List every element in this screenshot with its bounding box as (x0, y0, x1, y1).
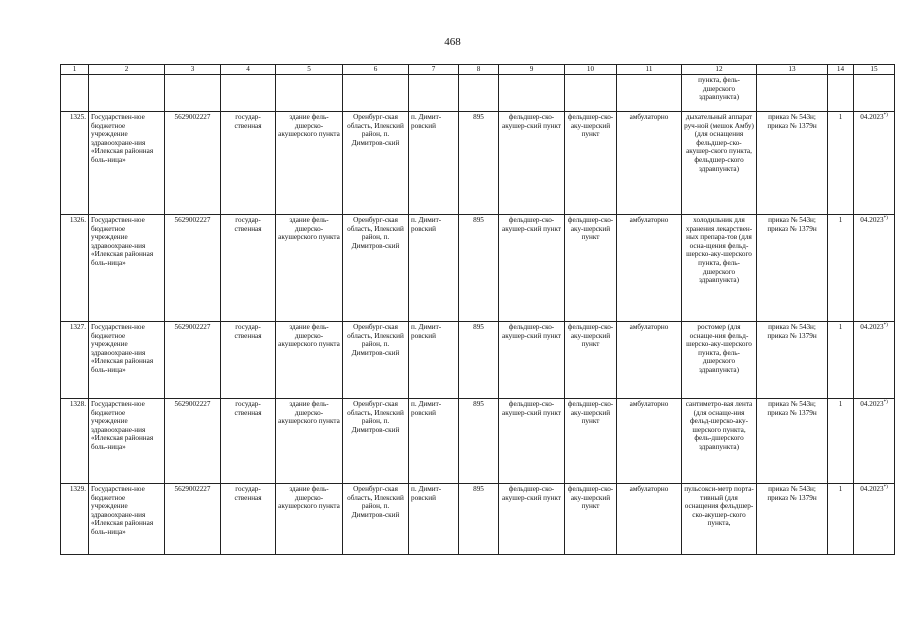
register-table (60, 64, 895, 555)
date-footnote-mark: *) (883, 216, 888, 221)
row-number: 1329. (61, 484, 89, 555)
column-header: 11 (617, 65, 682, 75)
quantity-cell: 1 (828, 322, 854, 399)
column-header: 13 (757, 65, 828, 75)
table-row (61, 215, 895, 322)
row-number: 1326. (61, 215, 89, 322)
subunit-cell: фельдшер-ско-аку-шерский пункт (565, 399, 617, 484)
population-cell: 895 (459, 215, 499, 322)
header-row (61, 65, 895, 75)
date-cell (854, 215, 895, 322)
column-header: 8 (459, 65, 499, 75)
settlement-cell: п. Димит-ровский (409, 322, 459, 399)
row-number: 1328. (61, 399, 89, 484)
unit-cell: фельдшер-ско-акушер-ский пункт (499, 215, 565, 322)
date-footnote-mark: *) (883, 485, 888, 490)
region-cell: Оренбург-ская область, Илекский район, п. Димитров-ский (343, 322, 409, 399)
quantity-cell: 1 (828, 112, 854, 215)
equipment-cell: ростомер (для оснаще-ния фельд-шерско-аку-шерского пункта, фель-дшерского здравпункта) (682, 322, 757, 399)
page-number: 468 (444, 36, 461, 48)
equipment-cell: пункта, фель-дшерского здравпункта) (682, 75, 757, 112)
region-cell: Оренбург-ская область, Илекский район, п. Димитров-ский (343, 484, 409, 555)
unit-cell: фельдшер-ско-акушер-ский пункт (499, 322, 565, 399)
date-value: 04.2023 (860, 323, 884, 331)
column-header: 4 (221, 65, 276, 75)
quantity-cell: 1 (828, 484, 854, 555)
ownership-cell: государ-ственная (221, 215, 276, 322)
table-row (61, 484, 895, 555)
continuation-row (61, 75, 895, 112)
date-value: 04.2023 (860, 113, 884, 121)
order-cell: приказ № 543н; приказ № 1379н (757, 112, 828, 215)
column-header: 9 (499, 65, 565, 75)
row-number: 1327. (61, 322, 89, 399)
inn-cell: 5629002227 (165, 112, 221, 215)
column-header: 6 (343, 65, 409, 75)
ownership-cell: государ-ственная (221, 484, 276, 555)
settlement-cell: п. Димит-ровский (409, 215, 459, 322)
population-cell: 895 (459, 484, 499, 555)
column-header: 12 (682, 65, 757, 75)
unit-cell: фельдшер-ско-акушер-ский пункт (499, 399, 565, 484)
building-cell: здание фель-дшерско-акушерского пункта (276, 215, 343, 322)
column-header: 7 (409, 65, 459, 75)
row-number: 1325. (61, 112, 89, 215)
subunit-cell: фельдшер-ско-аку-шерский пункт (565, 484, 617, 555)
inn-cell: 5629002227 (165, 215, 221, 322)
ownership-cell: государ-ственная (221, 399, 276, 484)
building-cell: здание фель-дшерско-акушерского пункта (276, 112, 343, 215)
region-cell: Оренбург-ская область, Илекский район, п. Димитров-ский (343, 399, 409, 484)
inn-cell: 5629002227 (165, 322, 221, 399)
date-footnote-mark: *) (883, 323, 888, 328)
subunit-cell: фельдшер-ско-аку-шерский пункт (565, 112, 617, 215)
organization-cell: Государствен-ное бюджетное учреждение здравоохране-ния «Илекская районная боль-ница» (89, 484, 165, 555)
quantity-cell: 1 (828, 215, 854, 322)
date-cell (854, 322, 895, 399)
column-header: 2 (89, 65, 165, 75)
care-cell: амбулаторно (617, 484, 682, 555)
order-cell: приказ № 543н; приказ № 1379н (757, 399, 828, 484)
date-cell (854, 112, 895, 215)
region-cell: Оренбург-ская область, Илекский район, п. Димитров-ский (343, 215, 409, 322)
organization-cell: Государствен-ное бюджетное учреждение здравоохране-ния «Илекская районная боль-ница» (89, 322, 165, 399)
ownership-cell: государ-ственная (221, 112, 276, 215)
table-row (61, 112, 895, 215)
column-header: 14 (828, 65, 854, 75)
column-header: 5 (276, 65, 343, 75)
settlement-cell: п. Димит-ровский (409, 112, 459, 215)
population-cell: 895 (459, 112, 499, 215)
settlement-cell: п. Димит-ровский (409, 399, 459, 484)
date-value: 04.2023 (860, 485, 884, 493)
building-cell: здание фель-дшерско-акушерского пункта (276, 484, 343, 555)
organization-cell: Государствен-ное бюджетное учреждение здравоохране-ния «Илекская районная боль-ница» (89, 399, 165, 484)
column-header: 10 (565, 65, 617, 75)
date-value: 04.2023 (860, 216, 884, 224)
equipment-cell: холодильник для хранения лекарствен-ных препара-тов (для осна-щения фельд-шерско-аку-шерского пункта, фель-дшерского здравпункта) (682, 215, 757, 322)
care-cell: амбулаторно (617, 215, 682, 322)
date-footnote-mark: *) (883, 400, 888, 405)
quantity-cell: 1 (828, 399, 854, 484)
column-header: 15 (854, 65, 895, 75)
order-cell: приказ № 543н; приказ № 1379н (757, 484, 828, 555)
population-cell: 895 (459, 399, 499, 484)
ownership-cell: государ-ственная (221, 322, 276, 399)
subunit-cell: фельдшер-ско-аку-шерский пункт (565, 322, 617, 399)
building-cell: здание фель-дшерско-акушерского пункта (276, 322, 343, 399)
unit-cell: фельдшер-ско-акушер-ский пункт (499, 484, 565, 555)
care-cell: амбулаторно (617, 399, 682, 484)
inn-cell: 5629002227 (165, 484, 221, 555)
equipment-cell: дыхательный аппарат руч-ной (мешок Амбу) (для оснащения фельдшер-ско-акушер-ского пункта, фельдшер-ского здравпункта) (682, 112, 757, 215)
population-cell: 895 (459, 322, 499, 399)
date-footnote-mark: *) (883, 113, 888, 118)
organization-cell: Государствен-ное бюджетное учреждение здравоохране-ния «Илекская районная боль-ница» (89, 112, 165, 215)
order-cell: приказ № 543н; приказ № 1379н (757, 215, 828, 322)
date-value: 04.2023 (860, 400, 884, 408)
column-header: 3 (165, 65, 221, 75)
care-cell: амбулаторно (617, 322, 682, 399)
inn-cell: 5629002227 (165, 399, 221, 484)
table-row (61, 322, 895, 399)
table-row (61, 399, 895, 484)
unit-cell: фельдшер-ско-акушер-ский пункт (499, 112, 565, 215)
region-cell: Оренбург-ская область, Илекский район, п. Димитров-ский (343, 112, 409, 215)
care-cell: амбулаторно (617, 112, 682, 215)
settlement-cell: п. Димит-ровский (409, 484, 459, 555)
column-header: 1 (61, 65, 89, 75)
equipment-cell: сантиметро-вая лента (для оснаще-ния фельд-шерско-аку-шерского пункта, фель-дшерского здравпункта) (682, 399, 757, 484)
building-cell: здание фель-дшерско-акушерского пункта (276, 399, 343, 484)
subunit-cell: фельдшер-ско-аку-шерский пункт (565, 215, 617, 322)
date-cell (854, 484, 895, 555)
organization-cell: Государствен-ное бюджетное учреждение здравоохране-ния «Илекская районная боль-ница» (89, 215, 165, 322)
equipment-cell: пульсокси-метр порта-тивный (для оснащения фельдшер-ско-акушер-ского пункта, (682, 484, 757, 555)
date-cell (854, 399, 895, 484)
order-cell: приказ № 543н; приказ № 1379н (757, 322, 828, 399)
